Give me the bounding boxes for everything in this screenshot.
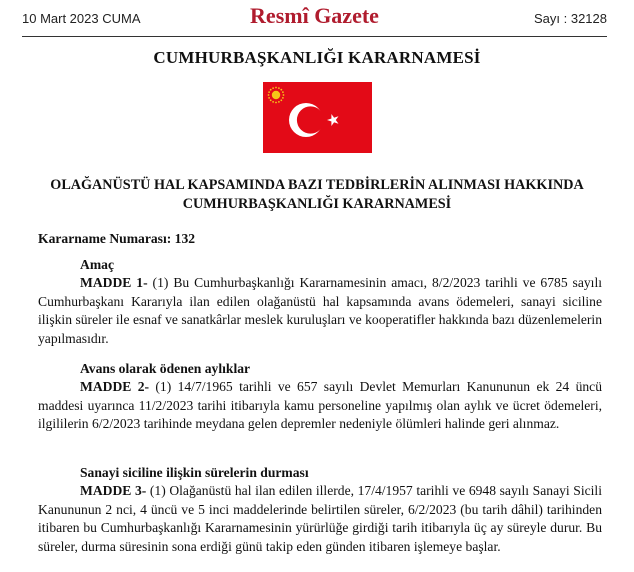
article-body (38, 482, 602, 556)
document-type-heading: CUMHURBAŞKANLIĞI KARARNAMESİ (153, 48, 481, 67)
decree-title (0, 176, 634, 214)
turkish-presidential-flag-icon (263, 82, 372, 153)
article-body (38, 274, 602, 348)
article-3 (38, 464, 602, 556)
article-text: (1) 14/7/1965 tarihli ve 657 sayılı Devlet Memurları Kanununun ek 24 üncü maddesi uyarınca 11/2/2023 tarihi itibarıyla kamu personeline yapılmış olan aylık ve ücret ödemeleri, ilgililerin 6/2/2023 tarihinde meydana gelen depremler nedeniyle ölümleri halinde geri alınmaz. (38, 379, 602, 432)
article-text: (1) Bu Cumhurbaşkanlığı Kararnamesinin amacı, 8/2/2023 tarihli ve 6785 sayılı Cumhurbaşkanı Kararıyla ilan edilen olağanüstü hal kapsamında avans ödemeleri, sanayi siciline ilişkin süreler ile esnaf ve sanatkârlar meslek kuruluşları ve kooperatifler hakkında bazı düzenlemelerin yapılmasıdır. (38, 275, 602, 346)
masthead (22, 0, 607, 37)
decree-number: Kararname Numarası: 132 (38, 231, 196, 246)
decree-title-line-1: OLAĞANÜSTÜ HAL KAPSAMINDA BAZI TEDBİRLERİN ALINMASI HAKKINDA (50, 177, 584, 193)
article-body (38, 378, 602, 433)
article-label: MADDE 1- (80, 275, 148, 291)
publication-title: Resmî Gazete (250, 3, 379, 28)
article-heading: Avans olarak ödenen aylıklar (80, 361, 251, 376)
article-label: MADDE 2- (80, 379, 150, 395)
article-heading: Amaç (80, 257, 114, 272)
article-text: (1) Olağanüstü hal ilan edilen illerde, 17/4/1957 tarihli ve 6948 sayılı Sanayi Sicili Kanununun 2 nci, 4 üncü ve 5 inci maddelerinde belirtilen süreler, 6/2/2023 (bu tarih dâhil) tarihinden itibaren bu Cumhurbaşkanlığı Kararnamesinin yürürlüğe girdiği tarih itibarıyla üç ay süreyle durur. Bu süreler, durma süresinin sona erdiği günü takip eden günden itibaren işlemeye başlar. (38, 483, 602, 554)
article-1 (38, 256, 602, 348)
issue-date: 10 Mart 2023 CUMA (22, 11, 141, 26)
article-heading: Sanayi siciline ilişkin sürelerin durması (80, 465, 309, 480)
article-label: MADDE 3- (80, 483, 147, 499)
article-2 (38, 360, 602, 434)
issue-number: Sayı : 32128 (534, 11, 607, 26)
decree-title-line-2: CUMHURBAŞKANLIĞI KARARNAMESİ (182, 196, 452, 212)
